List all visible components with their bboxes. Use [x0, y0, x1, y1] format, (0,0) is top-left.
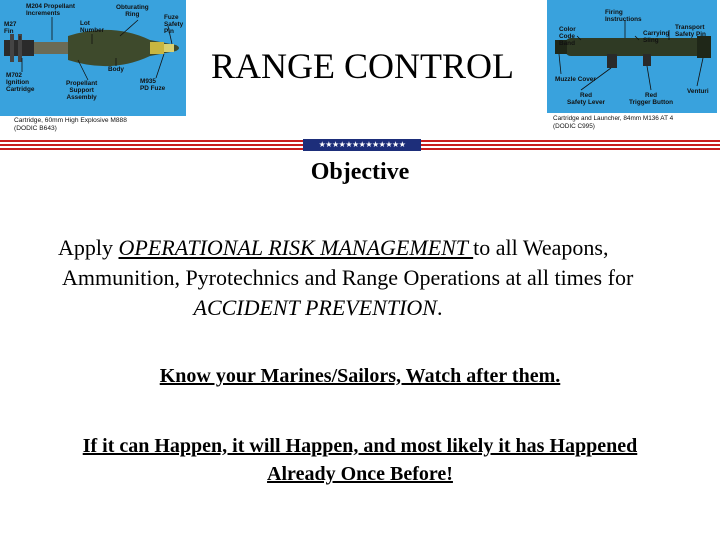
para-line3-suffix: . — [436, 295, 443, 320]
label-firing-instructions: Firing Instructions — [605, 9, 642, 23]
orm-emphasis: OPERATIONAL RISK MANAGEMENT — [118, 235, 474, 260]
label-fuze-safety-pin: Fuze Safety Pin — [164, 14, 184, 35]
label-pd-fuze: M935 PD Fuze — [140, 78, 166, 92]
label-propellant-support: Propellant Support Assembly — [66, 80, 98, 101]
para-line2: Ammunition, Pyrotechnics and Range Operations at all times for — [62, 265, 634, 290]
launcher-diagram-caption: Cartridge and Launcher, 84mm M136 AT 4 (DODIC C995) — [553, 115, 674, 130]
label-obturating-ring: Obturating Ring — [116, 4, 149, 18]
label-propellant-increments: M204 Propellant Increments — [26, 3, 76, 17]
accident-prevention-emphasis: ACCIDENT PREVENTION — [193, 295, 437, 320]
mortar-cartridge-diagram — [0, 0, 186, 135]
propellant-shape — [34, 42, 68, 54]
know-your-marines-line: Know your Marines/Sailors, Watch after them. — [159, 365, 561, 387]
label-transport-safety-pin: Transport Safety Pin — [675, 24, 706, 38]
label-carrying-sling: Carrying Sling — [643, 30, 670, 44]
mortar-diagram-caption: Cartridge, 60mm High Explosive M888 (DODIC B643) — [14, 117, 127, 132]
label-red-trigger-button: Red Trigger Button — [629, 92, 674, 106]
label-venturi: Venturi — [687, 88, 709, 95]
para-line1-prefix: Apply — [58, 235, 119, 260]
launcher-diagram — [543, 0, 720, 135]
happen-line-1: If it can Happen, it will Happen, and most likely it has Happened — [82, 435, 638, 457]
stars-box: ★★★★★★★★★★★★★ — [303, 139, 421, 151]
label-red-safety-lever: Red Safety Lever — [567, 92, 606, 106]
objective-paragraph — [58, 233, 698, 323]
para-line3 — [0, 293, 698, 323]
mortar-diagram-panel — [0, 0, 186, 116]
label-lot-number: Lot Number — [80, 20, 105, 34]
label-body: Body — [108, 66, 124, 73]
objective-heading: Objective — [310, 159, 410, 185]
label-fin: M27 Fin — [4, 21, 17, 35]
label-ignition-cartridge: M702 Ignition Cartridge — [6, 72, 35, 93]
happen-statement — [0, 432, 720, 488]
label-muzzle-cover: Muzzle Cover — [555, 76, 596, 83]
happen-line-2: Already Once Before! — [267, 463, 453, 485]
launcher-diagram-panel — [547, 0, 717, 113]
launcher-tube-shape — [565, 38, 703, 56]
page-title: RANGE CONTROL — [211, 46, 514, 86]
label-color-code-band: Color Code Band — [559, 26, 576, 47]
para-line1-suffix: to all Weapons, — [473, 235, 609, 260]
